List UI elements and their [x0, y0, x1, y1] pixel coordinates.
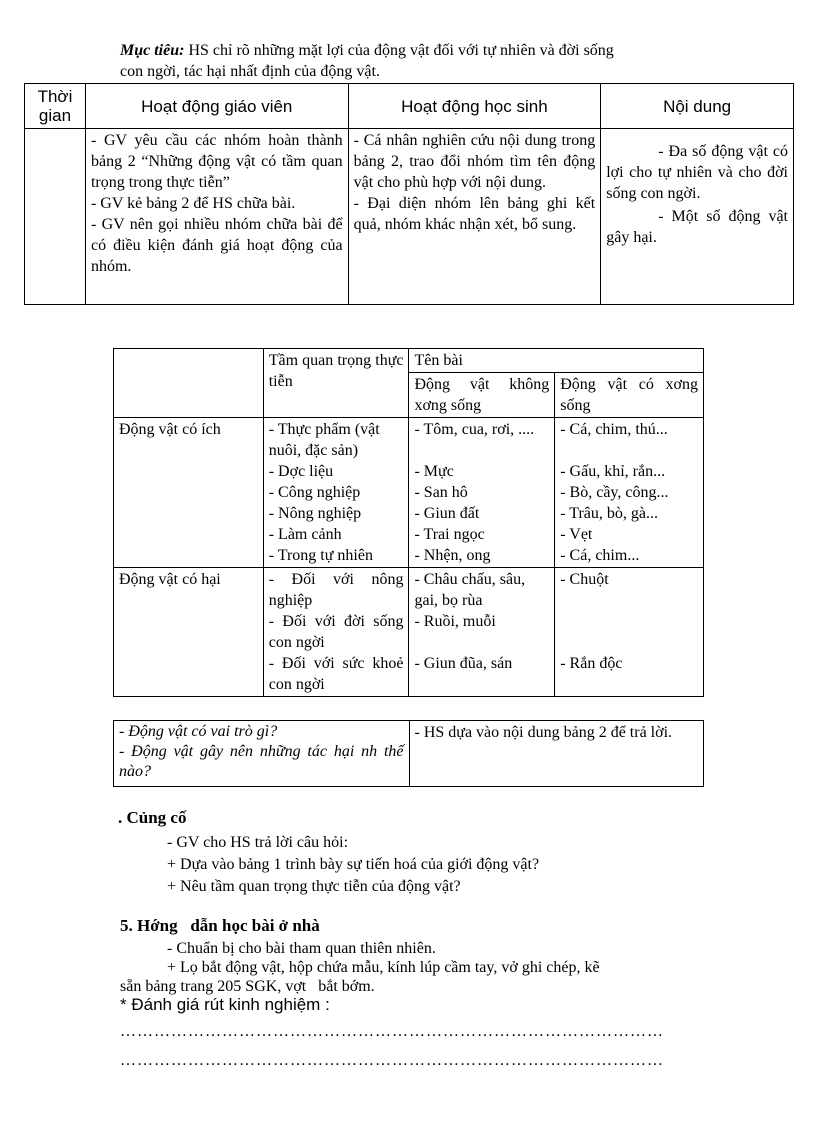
list-item: - Gấu, khỉ, rắn... — [560, 463, 666, 480]
useful-invertebrate — [409, 418, 555, 568]
list-item: - Đối với nông nghiệp — [268, 571, 404, 609]
header-student: Hoạt động học sinh — [348, 84, 601, 129]
teacher-cell — [85, 129, 348, 305]
teacher-item: - GV nên gọi nhiều nhóm chữa bài để có điều kiện đánh giá hoạt động của nhóm. — [90, 216, 343, 275]
content-item: - Một số động vật gây hại. — [606, 208, 788, 246]
list-item: - Cá, chim, thú... — [560, 421, 668, 438]
list-item: - Giun đất — [414, 505, 480, 522]
list-item: - Cá, chim... — [560, 547, 640, 564]
list-item: - Thực phẩm (vật nuôi, đặc sản) — [268, 421, 380, 459]
homework-title: 5. Hớng dẫn học bài ở nhà — [120, 916, 320, 935]
col-invertebrate: Động vật không xơng sống — [409, 373, 555, 418]
homework-line-1: - Chuẩn bị cho bài tham quan thiên nhiên. — [167, 940, 436, 957]
consolidation-line: - GV cho HS trả lời câu hỏi: — [167, 834, 349, 851]
useful-vertebrate — [555, 418, 704, 568]
col-name: Tên bài — [409, 349, 704, 373]
student-item: - Đại diện nhóm lên bảng ghi kết quả, nhóm khác nhận xét, bổ sung. — [353, 195, 596, 233]
question: - Động vật gây nên những tác hại nh thế nào? — [119, 743, 404, 780]
homework-line-2: + Lọ bắt động vật, hộp chứa mẫu, kính lúp cầm tay, vở ghi chép, kẽ — [167, 959, 600, 976]
list-item: - Đối với sức khoẻ con ngời — [268, 655, 404, 693]
teacher-item: - GV yêu cầu các nhóm hoàn thành bảng 2 “Những động vật có tầm quan trọng trong thực tiễn” — [90, 132, 343, 191]
corner-cell — [114, 349, 264, 418]
harmful-invertebrate — [409, 568, 555, 697]
list-item: - Rắn độc — [560, 655, 623, 672]
list-item: - Chuột — [560, 571, 609, 588]
list-item: - Ruồi, muỗi — [414, 613, 496, 630]
content-cell — [601, 129, 794, 305]
consolidation-list — [167, 832, 539, 898]
objective — [120, 40, 720, 82]
consolidation-line: + Nêu tầm quan trọng thực tiễn của động vật? — [167, 878, 461, 895]
homework-line-3: sẵn bảng trang 205 SGK, vợt bắt bớm. — [120, 978, 375, 995]
list-item: - Trai ngọc — [414, 526, 485, 543]
question: - Động vật có vai trò gì? — [119, 723, 278, 740]
list-item: - Vẹt — [560, 526, 593, 543]
col-vertebrate: Động vật có xơng sống — [555, 373, 704, 418]
objective-text-2: con ngời, tác hại nhất định của động vật. — [120, 63, 380, 80]
list-item: - Công nghiệp — [268, 484, 361, 501]
teacher-item: - GV kẻ bảng 2 để HS chữa bài. — [90, 195, 296, 212]
consolidation-line: + Dựa vào bảng 1 trình bày sự tiến hoá của giới động vật? — [167, 856, 540, 873]
consolidation-title: . Củng cố — [118, 808, 187, 827]
qa-questions — [114, 721, 410, 787]
list-item: - Nông nghiệp — [268, 505, 362, 522]
activity-table — [24, 83, 794, 305]
useful-label: Động vật có ích — [114, 418, 264, 568]
dotted-line: …………………………………………………………………………………… — [120, 1023, 664, 1040]
dotted-line: …………………………………………………………………………………… — [120, 1052, 664, 1069]
list-item: - Trâu, bò, gà... — [560, 505, 658, 522]
harmful-importance — [263, 568, 409, 697]
list-item: - Dợc liệu — [268, 463, 334, 480]
col-importance: Tầm quan trọng thực tiễn — [263, 349, 409, 418]
list-item: - Trong tự nhiên — [268, 547, 373, 564]
header-time: Thời gian — [25, 84, 86, 129]
list-item: - Đối với đời sống con ngời — [268, 613, 404, 651]
list-item: - Làm cảnh — [268, 526, 342, 543]
list-item: - Tôm, cua, rơi, .... — [414, 421, 535, 438]
student-item: - Cá nhân nghiên cứu nội dung trong bảng 2, trao đổi nhóm tìm tên động vật cho phù hợp với nội dung. — [353, 132, 596, 191]
review-title: * Đánh giá rút kinh nghiệm : — [120, 995, 330, 1014]
student-cell — [348, 129, 601, 305]
list-item: - Giun đũa, sán — [414, 655, 513, 672]
qa-answer: - HS dựa vào nội dung bảng 2 để trả lời. — [409, 721, 704, 787]
harmful-label: Động vật có hại — [114, 568, 264, 697]
header-content: Nội dung — [601, 84, 794, 129]
list-item: - Châu chấu, sâu, gai, bọ rùa — [414, 571, 526, 609]
list-item: - Mực — [414, 463, 454, 480]
importance-table — [113, 348, 704, 697]
header-teacher: Hoạt động giáo viên — [85, 84, 348, 129]
objective-text: HS chỉ rõ những mặt lợi của động vật đối với tự nhiên và đời sống — [188, 42, 614, 59]
content-item: - Đa số động vật có lợi cho tự nhiên và cho đời sống con ngời. — [606, 143, 788, 202]
time-cell — [25, 129, 86, 305]
list-item: - Nhện, ong — [414, 547, 491, 564]
list-item: - San hô — [414, 484, 468, 501]
harmful-vertebrate — [555, 568, 704, 697]
objective-label: Mục tiêu: — [120, 42, 185, 59]
qa-table — [113, 720, 704, 787]
useful-importance — [263, 418, 409, 568]
list-item: - Bò, cầy, công... — [560, 484, 669, 501]
